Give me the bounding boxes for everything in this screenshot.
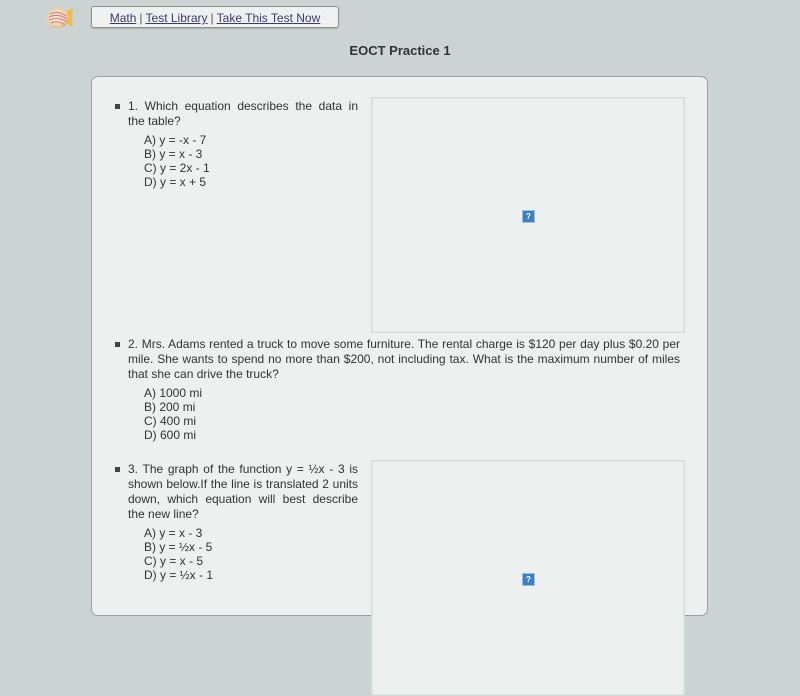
fish-logo-icon[interactable]	[45, 5, 75, 31]
broken-image-icon: ?	[522, 573, 535, 586]
choice-d: D) y = x + 5	[144, 175, 207, 189]
choice-c: C) y = 2x - 1	[144, 161, 210, 175]
choice-b: B) y = ½x - 5	[144, 540, 213, 554]
top-bar	[0, 0, 800, 36]
choice-d: D) 600 mi	[144, 428, 197, 442]
choice-a: A) 1000 mi	[144, 386, 203, 400]
choice-b: B) y = x - 3	[144, 147, 203, 161]
choice-a: A) y = -x - 7	[144, 133, 207, 147]
question-2	[128, 337, 680, 442]
bullet-icon	[115, 342, 120, 347]
nav-link-math[interactable]: Math	[109, 11, 137, 25]
question-text: 2. Mrs. Adams rented a truck to move some furniture. The rental charge is $120 per day plus $0.20 per mile. She wants to spend no more than $200, not including tax. What is the maximum number of miles that she can drive the truck?	[128, 337, 680, 381]
question-3-image	[371, 460, 685, 696]
broken-image-icon: ?	[522, 210, 535, 223]
question-text: 3. The graph of the function y = ½x - 3 is shown below.If the line is translated 2 units down, which equation will best describe the new line?	[128, 462, 358, 521]
breadcrumb-nav	[91, 6, 339, 28]
choice-c: C) 400 mi	[144, 414, 197, 428]
nav-separator: |	[210, 11, 214, 25]
nav-link-take-test[interactable]: Take This Test Now	[216, 11, 321, 25]
answer-choices	[144, 526, 358, 582]
bullet-icon	[115, 104, 120, 109]
question-1-image	[371, 97, 685, 333]
choice-a: A) y = x - 3	[144, 526, 203, 540]
choice-d: D) y = ½x - 1	[144, 568, 214, 582]
page-title: EOCT Practice 1	[349, 43, 451, 58]
bullet-icon	[115, 467, 120, 472]
questions-panel	[91, 76, 708, 616]
question-text: 1. Which equation describes the data in the table?	[128, 99, 358, 128]
choice-b: B) 200 mi	[144, 400, 196, 414]
nav-separator: |	[139, 11, 143, 25]
question-1	[128, 99, 358, 189]
answer-choices	[144, 133, 358, 189]
choice-c: C) y = x - 5	[144, 554, 204, 568]
nav-link-test-library[interactable]: Test Library	[145, 11, 208, 25]
answer-choices	[144, 386, 680, 442]
question-3	[128, 462, 358, 582]
